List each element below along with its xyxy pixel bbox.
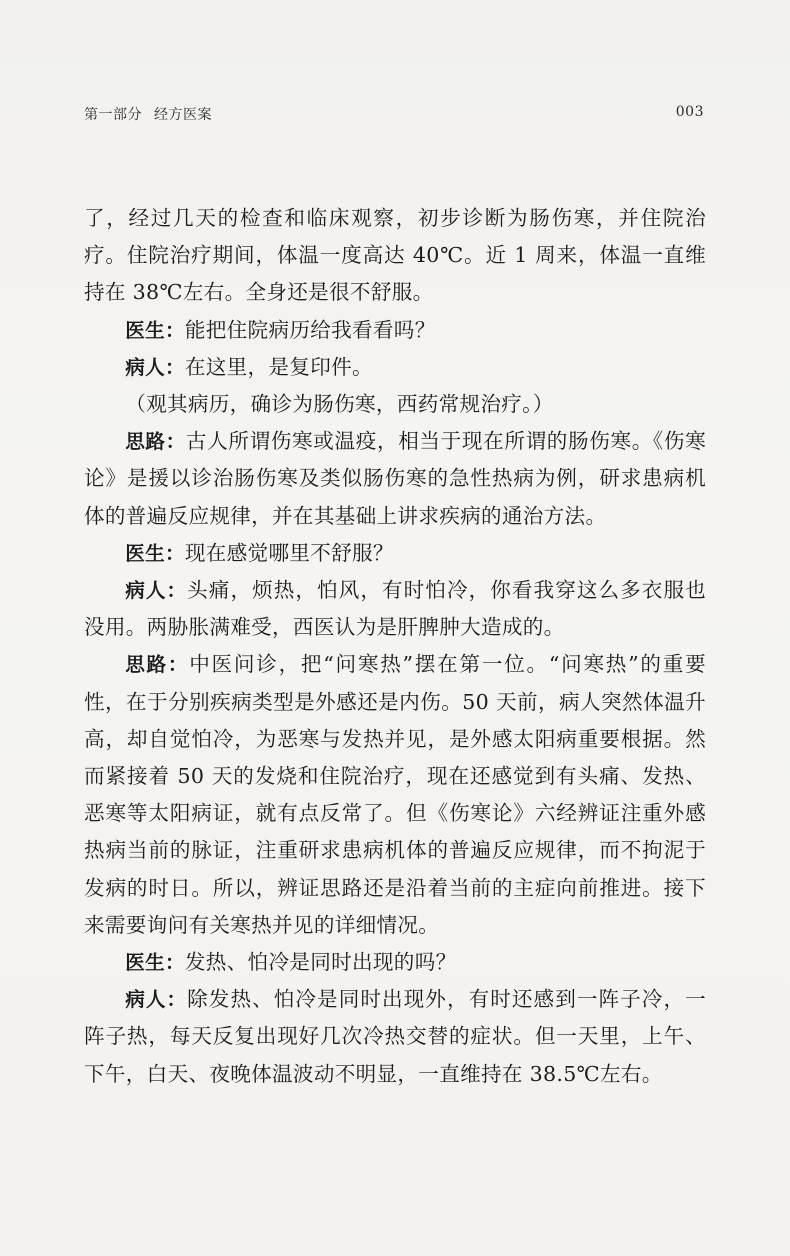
running-head bbox=[84, 104, 704, 126]
part-label: 第一部分 bbox=[84, 107, 142, 123]
paragraph-text: 头痛，烦热，怕风，有时怕冷，你看我穿这么多衣服也没用。两胁胀满难受，西医认为是肝脾肿大造成的。 bbox=[84, 578, 706, 640]
dialogue-doctor bbox=[84, 944, 706, 981]
reasoning-paragraph bbox=[84, 423, 706, 535]
paragraph-text: 古人所谓伤寒或温疫，相当于现在所谓的肠伤寒。《伤寒论》是援以诊治肠伤寒及类似肠伤寒的急性热病为例，研求患病机体的普遍反应规律，并在其基础上讲求疾病的通治方法。 bbox=[84, 429, 707, 528]
body-text bbox=[84, 200, 706, 1093]
paragraph-text: 在这里，是复印件。 bbox=[184, 354, 373, 379]
speaker-label: 病人： bbox=[125, 988, 188, 1012]
dialogue-patient bbox=[84, 349, 706, 386]
paragraph-text: （观其病历，确诊为肠伤寒，西药常规治疗。） bbox=[125, 392, 554, 417]
paragraph-text: 中医问诊，把“问寒热”摆在第一位。“问寒热”的重要性，在于分别疾病类型是外感还是内伤。50 天前，病人突然体温升高，却自觉怕冷，为恶寒与发热并见，是外感太阳病重要根据。然而紧接着 50 天的发烧和住院治疗，现在还感觉到有头痛、发热、恶寒等太阳病证，就有点反常了。但《伤寒论》六经辨证注重外感热病当前的脉证，注重研求患病机体的普遍反应规律，而不拘泥于发病的时日。所以，辨证思路还是沿着当前的主症向前推进。接下来需要询问有关寒热并见的详细情况。 bbox=[84, 652, 706, 937]
dialogue-patient bbox=[84, 572, 706, 646]
section-label: 经方医案 bbox=[154, 107, 212, 123]
paragraph-text: 发热、怕冷是同时出现的吗？ bbox=[184, 950, 457, 975]
paragraph-text: 现在感觉哪里不舒服？ bbox=[184, 540, 394, 565]
dialogue-doctor bbox=[84, 535, 706, 572]
speaker-label: 思路： bbox=[125, 653, 190, 677]
speaker-label: 病人： bbox=[125, 355, 185, 379]
speaker-label: 医生： bbox=[125, 951, 185, 975]
paragraph-text: 了，经过几天的检查和临床观察，初步诊断为肠伤寒，并住院治疗。住院治疗期间，体温一度高达 40℃。近 1 周来，体温一直维持在 38℃左右。全身还是很不舒服。 bbox=[84, 206, 706, 305]
reasoning-paragraph bbox=[84, 646, 706, 944]
page-number: 003 bbox=[675, 104, 704, 120]
paragraph-text: 能把住院病历给我看看吗？ bbox=[184, 317, 436, 342]
observation-note bbox=[84, 386, 706, 423]
dialogue-patient bbox=[84, 981, 706, 1093]
speaker-label: 思路： bbox=[125, 430, 186, 454]
dialogue-doctor bbox=[84, 312, 706, 349]
paragraph-continuation bbox=[84, 200, 706, 312]
speaker-label: 医生： bbox=[125, 318, 185, 342]
speaker-label: 病人： bbox=[125, 579, 188, 603]
speaker-label: 医生： bbox=[125, 541, 185, 565]
paragraph-text: 除发热、怕冷是同时出现外，有时还感到一阵子冷，一阵子热，每天反复出现好几次冷热交替的症状。但一天里，上午、下午，白天、夜晚体温波动不明显，一直维持在 38.5℃左右。 bbox=[84, 987, 706, 1086]
section-title bbox=[84, 104, 212, 124]
